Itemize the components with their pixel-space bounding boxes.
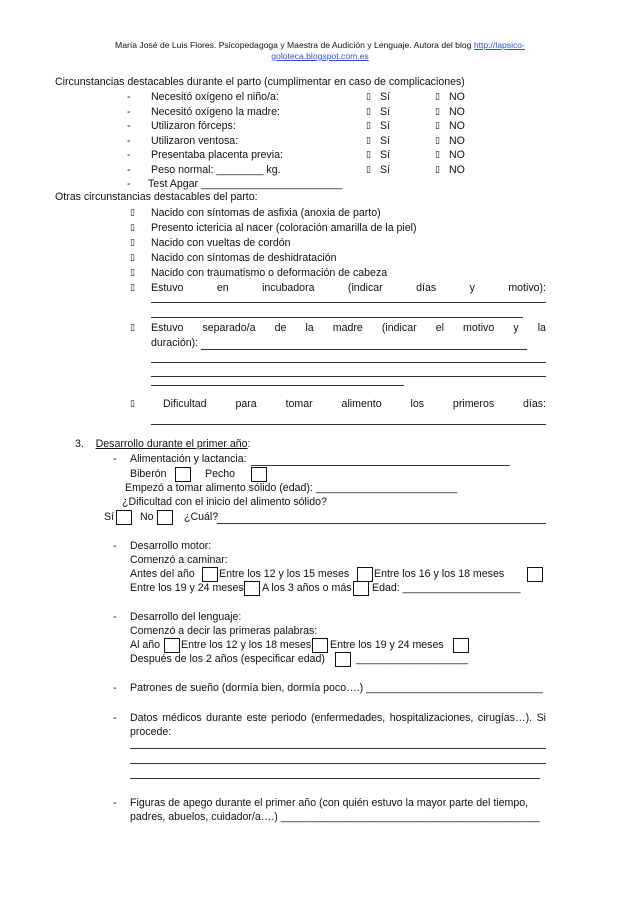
biberon-checkbox[interactable] <box>175 467 191 482</box>
other-item-label: Nacido con traumatismo o deformación de cabeza <box>151 267 388 279</box>
lenguaje-e12-label: Entre los 12 y los 18 meses <box>181 639 312 651</box>
si-checkbox[interactable] <box>116 510 132 525</box>
word: motivo <box>463 322 495 334</box>
cual-label: ¿Cuál? <box>184 511 219 523</box>
list-dash: - <box>127 163 131 176</box>
separado-cont: duración): <box>151 337 199 349</box>
list-dash: - <box>127 91 131 103</box>
checkbox-glyph[interactable]: ▯ <box>130 208 135 218</box>
datos-cont: procede: <box>130 726 172 738</box>
word: incubadora <box>262 282 315 294</box>
word: días: <box>523 398 546 410</box>
word: la <box>537 322 546 334</box>
checkbox-glyph[interactable]: ▯ <box>435 150 440 160</box>
section3-heading: 3. Desarrollo durante el primer año: <box>75 438 251 450</box>
blog-link-cont[interactable]: goloteca.blogspot.com.es <box>271 51 369 61</box>
list-dash: - <box>113 453 117 465</box>
checkbox-glyph[interactable]: ▯ <box>130 399 135 409</box>
other-item-label: Presento ictericia al nacer (coloración amarilla de la piel) <box>151 222 417 234</box>
word: Dificultad <box>163 398 207 410</box>
sueno-label: Patrones de sueño (dormía bien, dormía poco….) ______________________________ <box>130 682 543 694</box>
list-dash: - <box>127 178 131 190</box>
lenguaje-e19-checkbox[interactable] <box>453 638 469 653</box>
word: días <box>416 282 437 294</box>
checkbox-glyph[interactable]: ▯ <box>435 106 440 117</box>
dificultad-line <box>163 398 546 411</box>
dificultad-solido-label: ¿Dificultad con el inicio del alimento sólido? <box>122 496 327 508</box>
blank-line <box>151 362 546 363</box>
word: primeros <box>452 398 495 410</box>
si-option: Sí <box>380 105 391 118</box>
word: y <box>469 282 475 294</box>
motor-e16-label: Entre los 16 y los 18 meses <box>374 568 505 580</box>
word: motivo): <box>508 282 546 294</box>
word: alimento <box>341 398 382 410</box>
no-label: No <box>140 511 154 523</box>
checkbox-glyph[interactable]: ▯ <box>435 121 440 131</box>
motor-title: Desarrollo motor: <box>130 540 212 552</box>
no-option: NO <box>449 134 465 147</box>
motor-e16-checkbox[interactable] <box>527 567 543 582</box>
word: Estuvo <box>151 322 184 334</box>
motor-antes-label: Antes del año <box>130 568 195 580</box>
section-number: 3. <box>75 438 84 450</box>
word: de <box>274 322 287 334</box>
word: Si <box>536 712 546 724</box>
checkbox-glyph[interactable]: ▯ <box>130 323 135 333</box>
list-dash: - <box>127 105 131 118</box>
lenguaje-e12-checkbox[interactable] <box>312 638 328 653</box>
word: madre <box>332 322 363 334</box>
list-dash: - <box>127 120 131 132</box>
word: la <box>305 322 314 334</box>
word: (indicar <box>347 282 383 294</box>
lenguaje-despues-checkbox[interactable] <box>335 652 351 667</box>
blog-link[interactable]: http://lapsico- <box>473 40 525 50</box>
blank-line <box>151 302 546 303</box>
alimentacion-line <box>251 465 510 466</box>
si-label: Sí <box>104 511 115 523</box>
page-header <box>95 40 545 62</box>
incubadora-line <box>151 282 546 295</box>
word: (indicar <box>381 322 417 334</box>
motor-a3-label: A los 3 años o más <box>262 582 352 594</box>
lenguaje-blank: ___________________ <box>356 653 468 665</box>
checkbox-glyph[interactable]: ▯ <box>130 223 135 233</box>
birth-item-label: Necesitó oxígeno el niño/a: <box>151 91 279 103</box>
checkbox-glyph[interactable]: ▯ <box>366 106 371 117</box>
word: (enfermedades, <box>311 712 386 724</box>
list-dash: - <box>113 682 117 694</box>
solido-label: Empezó a tomar alimento sólido (edad): ________________________ <box>125 482 458 494</box>
no-option: NO <box>449 105 465 118</box>
list-dash: - <box>113 712 117 724</box>
birth-section-title: Circunstancias destacables durante el parto (cumplimentar en caso de complicaciones) <box>55 76 465 88</box>
word: Estuvo <box>151 282 184 294</box>
section3-title: Desarrollo durante el primer año <box>95 438 248 450</box>
blank-line <box>130 778 540 779</box>
lenguaje-despues-label: Después de los 2 años (especificar edad) <box>130 653 325 665</box>
motor-a3-checkbox[interactable] <box>353 581 369 596</box>
word: el <box>435 322 444 334</box>
word: los <box>410 398 425 410</box>
blank-line <box>151 317 523 318</box>
no-option: NO <box>449 149 465 161</box>
birth-item-label: Peso normal: ________ kg. <box>151 163 281 176</box>
lenguaje-title: Desarrollo del lenguaje: <box>130 611 242 623</box>
word: y <box>513 322 519 334</box>
list-dash: - <box>113 797 117 809</box>
list-dash: - <box>127 149 131 161</box>
checkbox-glyph[interactable]: ▯ <box>366 135 371 146</box>
other-section-title: Otras circunstancias destacables del parto: <box>55 191 258 203</box>
word: hospitalizaciones, <box>389 712 474 724</box>
motor-e12-label: Entre los 12 y los 15 meses <box>219 568 350 580</box>
blank-line <box>151 424 546 425</box>
birth-item-label: Presentaba placenta previa: <box>151 149 283 161</box>
other-item-label: Nacido con vueltas de cordón <box>151 237 291 249</box>
no-checkbox[interactable] <box>157 510 173 525</box>
word: tomar <box>285 398 313 410</box>
birth-item-label: Necesitó oxígeno la madre: <box>151 105 280 118</box>
lenguaje-sub: Comenzó a decir las primeras palabras: <box>130 625 318 637</box>
apgar-label: Test Apgar ________________________ <box>148 178 343 190</box>
datos-line <box>130 712 546 725</box>
blank-line <box>151 385 404 386</box>
word: separado/a <box>202 322 256 334</box>
word: durante <box>206 712 243 724</box>
birth-item-label: Utilizaron ventosa: <box>151 134 239 147</box>
pecho-label: Pecho <box>205 468 236 480</box>
list-dash: - <box>113 540 117 552</box>
checkbox-glyph[interactable]: ▯ <box>130 268 135 278</box>
list-dash: - <box>113 611 117 623</box>
si-option: Sí <box>380 120 391 132</box>
motor-e19-label: Entre los 19 y 24 meses <box>130 582 244 594</box>
header-author: María José de Luis Flores. Psicopedagoga y Maestra de Audición y Lenguaje. Autora del blog <box>115 40 472 50</box>
lenguaje-al-label: Al año <box>130 639 161 651</box>
separado-line <box>151 322 546 335</box>
si-option: Sí <box>380 134 391 147</box>
word: en <box>216 282 229 294</box>
alimentacion-label: Alimentación y lactancia: <box>130 453 247 465</box>
checkbox-glyph[interactable]: ▯ <box>130 238 135 248</box>
other-item-label: Nacido con síntomas de asfixia (anoxia de parto) <box>151 207 381 219</box>
lenguaje-e19-label: Entre los 19 y 24 meses <box>330 639 444 651</box>
checkbox-glyph[interactable]: ▯ <box>435 135 440 146</box>
motor-antes-checkbox[interactable] <box>202 567 218 582</box>
list-dash: - <box>127 134 131 147</box>
checkbox-glyph[interactable]: ▯ <box>130 283 135 293</box>
motor-sub: Comenzó a caminar: <box>130 554 228 566</box>
apego-line2: padres, abuelos, cuidador/a….) ____________________________________________ <box>130 811 540 823</box>
other-item-label: Nacido con síntomas de deshidratación <box>151 252 337 264</box>
birth-item-label: Utilizaron fórceps: <box>151 120 236 132</box>
blank-line <box>201 349 527 350</box>
apego-line1: Figuras de apego durante el primer año (con quién estuvo la mayor parte del tiempo, <box>130 797 529 809</box>
word: médicos <box>162 712 202 724</box>
checkbox-glyph[interactable]: ▯ <box>366 164 371 175</box>
si-option: Sí <box>380 149 391 161</box>
checkbox-glyph[interactable]: ▯ <box>130 253 135 263</box>
lenguaje-al-checkbox[interactable] <box>164 638 180 653</box>
word: Datos <box>130 712 158 724</box>
si-option: Sí <box>380 91 391 103</box>
checkbox-glyph[interactable]: ▯ <box>366 150 371 160</box>
word: para <box>235 398 257 410</box>
blank-line <box>151 376 546 377</box>
word: periodo <box>271 712 307 724</box>
word: cirugías…). <box>477 712 533 724</box>
checkbox-glyph[interactable]: ▯ <box>366 121 371 131</box>
si-option: Sí <box>380 163 391 176</box>
no-option: NO <box>449 91 465 103</box>
blank-line <box>130 748 546 749</box>
biberon-label: Biberón <box>130 468 167 480</box>
no-option: NO <box>449 163 465 176</box>
checkbox-glyph[interactable]: ▯ <box>435 164 440 175</box>
checkbox-glyph[interactable]: ▯ <box>435 92 440 102</box>
pecho-checkbox[interactable] <box>251 467 267 482</box>
motor-e19-checkbox[interactable] <box>244 581 260 596</box>
cual-line <box>217 523 546 524</box>
no-option: NO <box>449 120 465 132</box>
checkbox-glyph[interactable]: ▯ <box>366 92 371 102</box>
motor-e12-checkbox[interactable] <box>357 567 373 582</box>
blank-line <box>130 763 546 764</box>
motor-edad-label: Edad: ____________________ <box>372 582 521 594</box>
word: este <box>246 712 267 724</box>
